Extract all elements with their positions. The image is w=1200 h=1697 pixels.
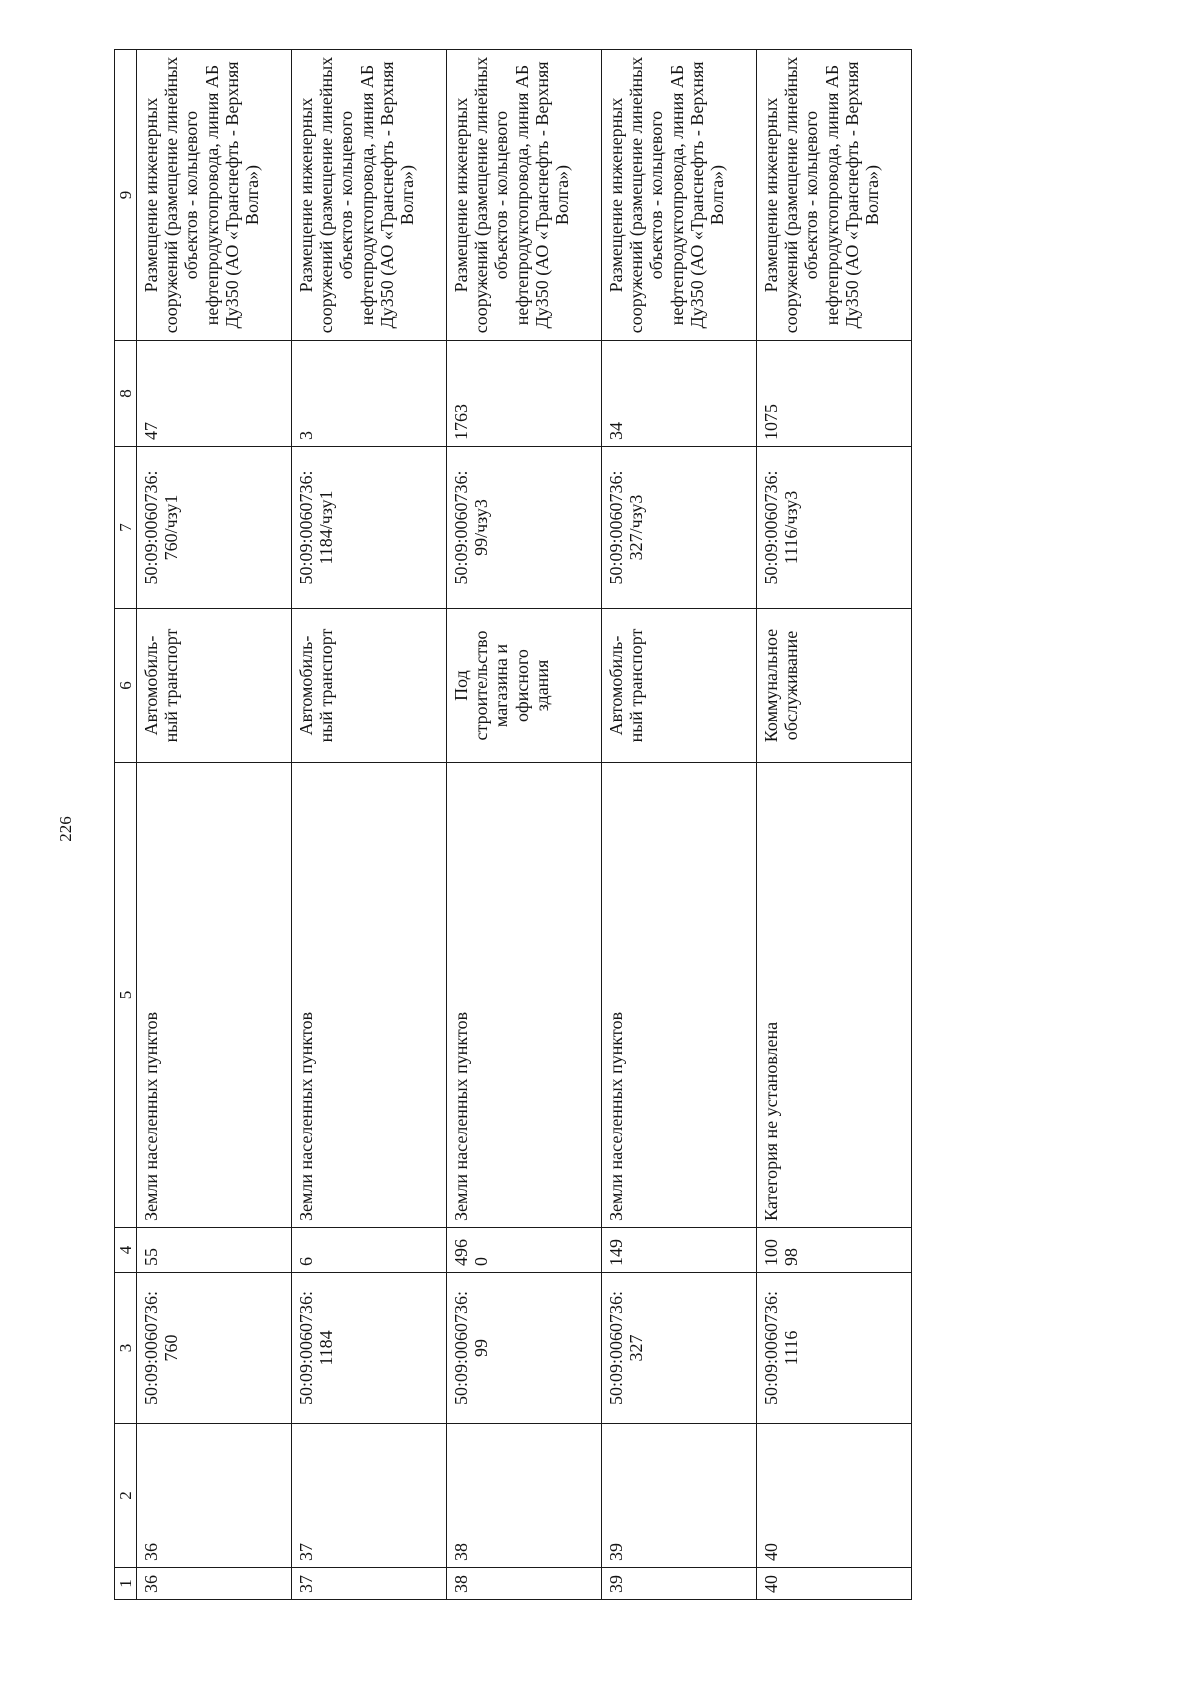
cadastral-number-cell: 50:09:0060736: 327 [602,1273,757,1424]
permitted-use-cell: Автомобиль- ный транспорт [137,609,292,763]
table-row [602,50,757,1600]
area-cell: 10098 [757,1228,912,1273]
column-number: 6 [115,609,137,763]
column-number-row [115,50,137,1600]
part-area-cell: 47 [137,341,292,447]
area-cell: 4960 [447,1228,602,1273]
row-number-cell: 40 [757,1568,912,1600]
permitted-use-cell: Автомобиль- ный транспорт [602,609,757,763]
area-cell: 149 [602,1228,757,1273]
cadastral-number-cell: 50:09:0060736: 1116 [757,1273,912,1424]
table-row [292,50,447,1600]
table-row [447,50,602,1600]
part-number-cell: 50:09:0060736: 1116/чзу3 [757,447,912,609]
table-row [757,50,912,1600]
table-body [137,50,912,1600]
part-number-cell: 50:09:0060736: 327/чзу3 [602,447,757,609]
land-category-cell: Земли населенных пунктов [447,763,602,1228]
purpose-cell: Размещение инженерных сооружений (размещение линейных объектов - кольцевого нефтепродуктопровода, линия АБ Ду350 (АО «Транснефть - Верхняя Волга») [757,50,912,341]
permitted-use-cell: Под строительство магазина и офисного здания [447,609,602,763]
row-number-cell: 36 [137,1568,292,1600]
plot-number-cell: 36 [137,1424,292,1568]
cadastral-number-cell: 50:09:0060736: 1184 [292,1273,447,1424]
cadastral-number-cell: 50:09:0060736: 99 [447,1273,602,1424]
part-number-cell: 50:09:0060736: 99/чзу3 [447,447,602,609]
land-category-cell: Земли населенных пунктов [602,763,757,1228]
column-number: 1 [115,1568,137,1600]
row-number-cell: 38 [447,1568,602,1600]
area-cell: 6 [292,1228,447,1273]
page-number: 226 [56,816,75,842]
land-category-cell: Категория не установлена [757,763,912,1228]
plot-number-cell: 38 [447,1424,602,1568]
row-number-cell: 39 [602,1568,757,1600]
permitted-use-cell: Коммунальное обслуживание [757,609,912,763]
area-cell: 55 [137,1228,292,1273]
plot-number-cell: 37 [292,1424,447,1568]
part-area-cell: 34 [602,341,757,447]
part-area-cell: 3 [292,341,447,447]
land-category-cell: Земли населенных пунктов [137,763,292,1228]
part-number-cell: 50:09:0060736: 760/чзу1 [137,447,292,609]
land-plots-table [114,49,912,1600]
table-row [137,50,292,1600]
rotated-table-container [114,50,912,1600]
purpose-cell: Размещение инженерных сооружений (размещение линейных объектов - кольцевого нефтепродуктопровода, линия АБ Ду350 (АО «Транснефть - Верхняя Волга») [292,50,447,341]
plot-number-cell: 40 [757,1424,912,1568]
column-number: 5 [115,763,137,1228]
part-area-cell: 1763 [447,341,602,447]
column-number: 4 [115,1228,137,1273]
permitted-use-cell: Автомобиль- ный транспорт [292,609,447,763]
column-number: 3 [115,1273,137,1424]
row-number-cell: 37 [292,1568,447,1600]
purpose-cell: Размещение инженерных сооружений (размещение линейных объектов - кольцевого нефтепродуктопровода, линия АБ Ду350 (АО «Транснефть - Верхняя Волга») [447,50,602,341]
plot-number-cell: 39 [602,1424,757,1568]
land-category-cell: Земли населенных пунктов [292,763,447,1228]
part-area-cell: 1075 [757,341,912,447]
column-number: 8 [115,341,137,447]
purpose-cell: Размещение инженерных сооружений (размещение линейных объектов - кольцевого нефтепродуктопровода, линия АБ Ду350 (АО «Транснефть - Верхняя Волга») [137,50,292,341]
part-number-cell: 50:09:0060736: 1184/чзу1 [292,447,447,609]
column-number: 7 [115,447,137,609]
purpose-cell: Размещение инженерных сооружений (размещение линейных объектов - кольцевого нефтепродуктопровода, линия АБ Ду350 (АО «Транснефть - Верхняя Волга») [602,50,757,341]
column-number: 2 [115,1424,137,1568]
column-number: 9 [115,50,137,341]
cadastral-number-cell: 50:09:0060736: 760 [137,1273,292,1424]
